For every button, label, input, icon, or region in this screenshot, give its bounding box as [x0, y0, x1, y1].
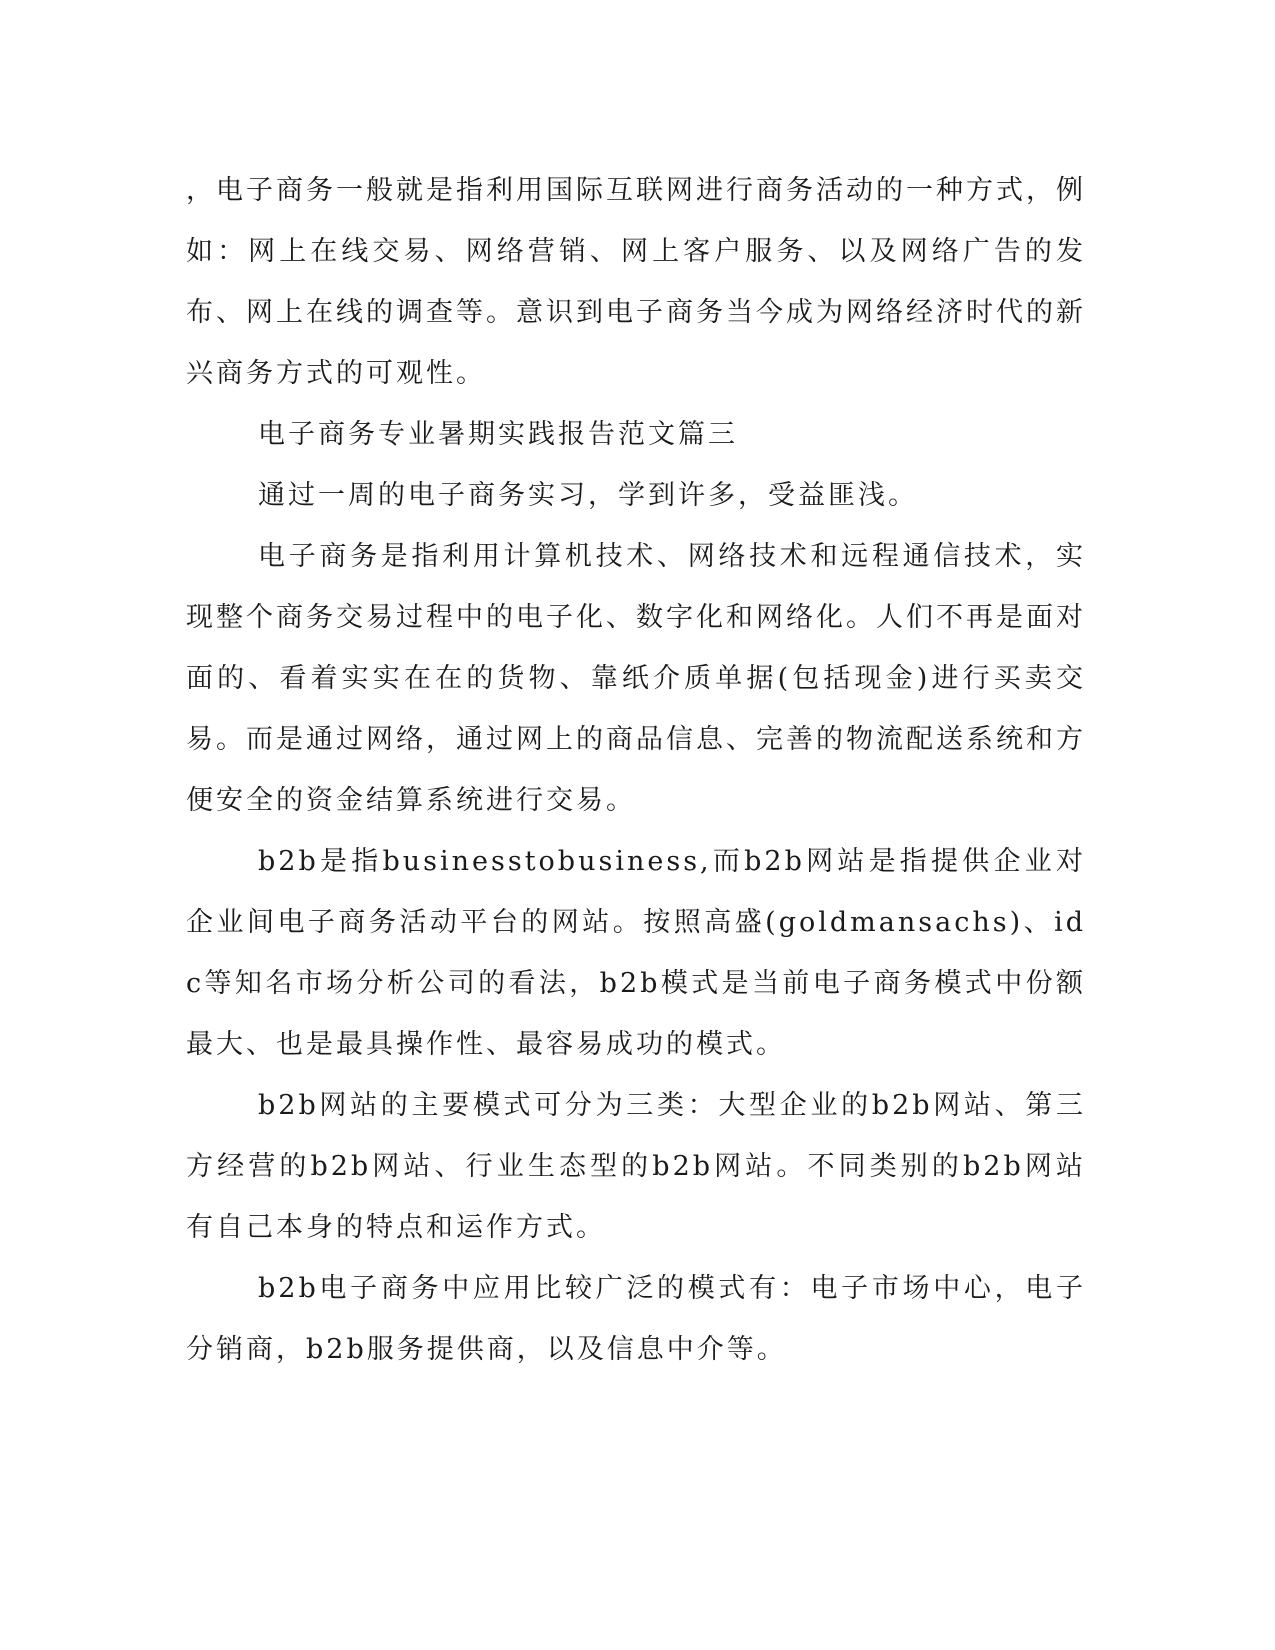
- paragraph-b2b-models: b2b电子商务中应用比较广泛的模式有：电子市场中心，电子分销商，b2b服务提供商，以及信息中介等。: [186, 1273, 1086, 1365]
- paragraph-continuation: ，电子商务一般就是指利用国际互联网进行商务活动的一种方式，例如：网上在线交易、网络营销、网上客户服务、以及网络广告的发布、网上在线的调查等。意识到电子商务当今成为网络经济时代的新兴商务方式的可观性。: [186, 175, 1086, 389]
- paragraph-b2b-types: b2b网站的主要模式可分为三类：大型企业的b2b网站、第三方经营的b2b网站、行业生态型的b2b网站。不同类别的b2b网站有自己本身的特点和运作方式。: [186, 1090, 1086, 1243]
- paragraph-b2b-definition: b2b是指businesstobusiness,而b2b网站是指提供企业对企业间电子商务活动平台的网站。按照高盛(goldmansachs)、idc等知名市场分析公司的看法，b2b模式是当前电子商务模式中份额最大、也是最具操作性、最容易成功的模式。: [186, 846, 1086, 1060]
- section-heading: 电子商务专业暑期实践报告范文篇三: [258, 419, 738, 450]
- paragraph-intro: 通过一周的电子商务实习，学到许多，受益匪浅。: [258, 480, 918, 511]
- paragraph-ecommerce-definition: 电子商务是指利用计算机技术、网络技术和远程通信技术，实现整个商务交易过程中的电子化、数字化和网络化。人们不再是面对面的、看着实实在在的货物、靠纸介质单据(包括现金)进行买卖交易。而是通过网络，通过网上的商品信息、完善的物流配送系统和方便安全的资金结算系统进行交易。: [186, 541, 1086, 816]
- document-body: [186, 160, 1086, 1380]
